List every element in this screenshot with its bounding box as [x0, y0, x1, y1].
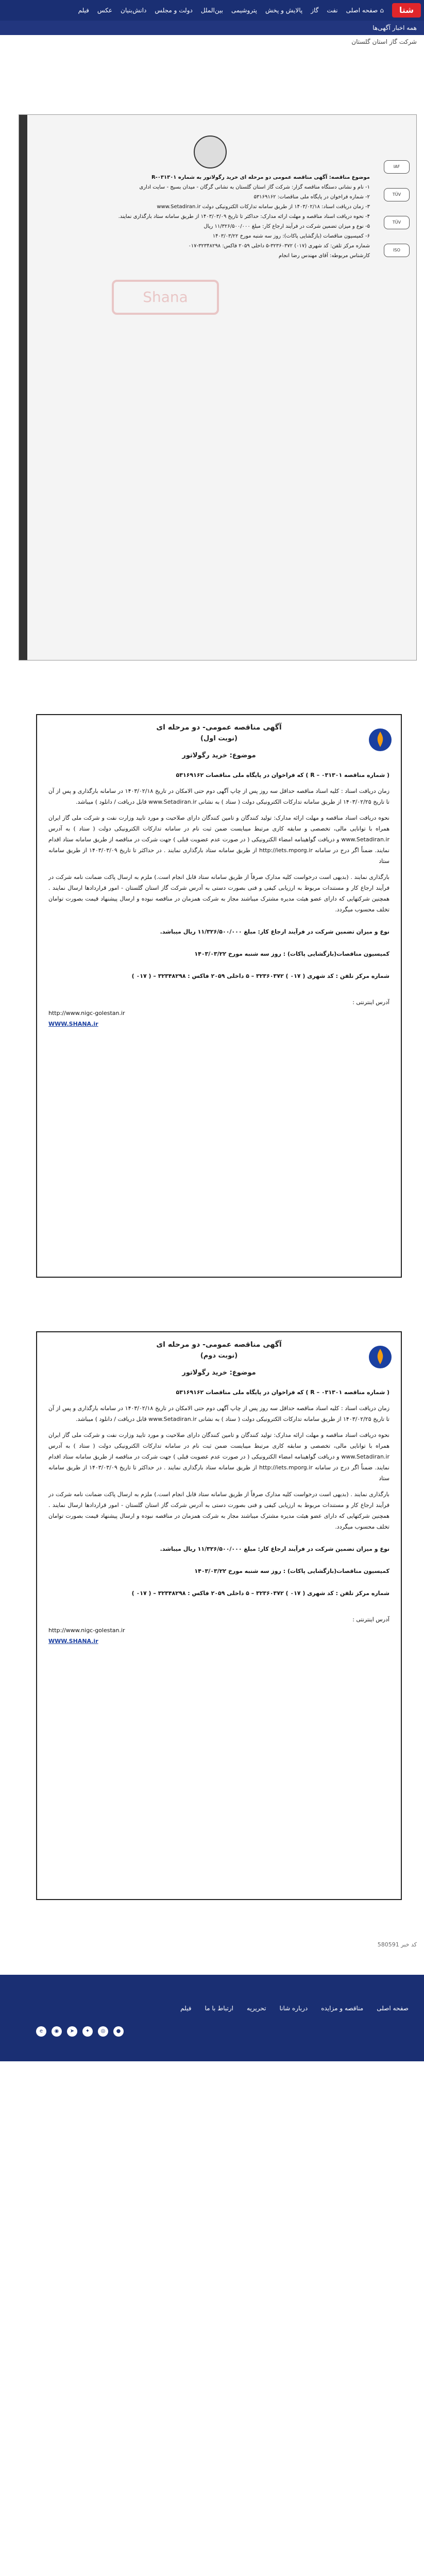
notice-subject: موضوع: خرید رگولاتور — [182, 752, 256, 759]
news-code: کد خبر 580591 — [377, 1941, 417, 1948]
sub-navbar — [0, 21, 424, 35]
notice-p3: بارگذاری نمایند . (بدیهی است درخواست کلیه مدارک صرفاً از طریق سامانه ستاد قابل انجام است.) ملزم به ارسال پاکت ضمانت نامه شرکت در فرآیند ارجاع کار و مستندات مربوط به ارزیابی کیفی و فنی بصورت دستی به آدرس شرکت گاز استان گلستان - امور قراردادها ارسال نمایند . همچنین شرکتهایی که دارای عضو هیئت مدیره مشترک میباشند مجاز به شرکت همزمان در مناقصه نبوده و ارسال پیشنهاد قیمت بصورت توامان تخلف محسوب میگردد. — [48, 874, 389, 913]
telegram-icon[interactable]: ➤ — [67, 2026, 77, 2037]
notice-url2[interactable]: WWW.SHANA.ir — [48, 1021, 98, 1027]
notice-round: (نوبت دوم) — [200, 1352, 238, 1360]
twitter-icon[interactable]: ✦ — [82, 2026, 93, 2037]
cert-column — [381, 146, 412, 651]
menu-petrochemical[interactable]: پتروشیمی — [231, 7, 257, 14]
notice-title: آگهی مناقصه عمومی- دو مرحله ای — [156, 723, 282, 732]
scanned-notice-image — [19, 114, 417, 660]
menu-refining[interactable]: پالایش و پخش — [265, 7, 303, 14]
footer-editorial-link[interactable]: تحریریه — [247, 2005, 266, 2012]
iaf-cert-icon: IAF — [384, 160, 410, 174]
notice-title: آگهی مناقصه عمومی- دو مرحله ای — [156, 1341, 282, 1349]
notice-url1[interactable]: http://www.nigc-golestan.ir — [48, 1627, 125, 1634]
notice-p2: نحوه دریافت اسناد مناقصه و مهلت ارائه مدارک: تولید کنندگان و تامین کنندگان دارای صلاحیت و مورد تایید وزارت نفت و شرکت ملی گاز ایران همراه با توانایی مالی، تخصصی و سابقه کاری مرتبط میبایست ضمن ثبت نام در سامانه تدارکات الکترونیکی دولت ( ستاد ) به آدرس www.Setadiran.ir و دریافت گواهینامه امضاء الکترونیکی ( در صورت عدم عضویت قبلی ) جهت شرکت در مناقصه از طریق سامانه ستاد اقدام نمایند. ضمناً اگر درج در سامانه http://iets.mporg.ir از طریق سامانه ستاد بارگذاری نمایند . در حداکثر تا تاریخ ۱۴۰۳/۰۳/۰۹ از طریق سامانه ستاد — [48, 815, 389, 865]
instagram-icon[interactable]: ◎ — [98, 2026, 108, 2037]
menu-international[interactable]: بین‌الملل — [200, 7, 223, 14]
scan-line: ۵- نوع و میزان تضمین شرکت در فرآیند ارجاع کار: مبلغ ۱۱/۳۲۶/۵۰۰/۰۰۰ ریال — [203, 224, 370, 229]
footer-links — [180, 2005, 409, 2012]
notice-body — [48, 1387, 389, 1647]
notice-guarantee: نوع و میزان تضمین شرکت در فرآیند ارجاع کار: مبلغ ۱۱/۳۲۶/۵۰۰/۰۰۰ ریال میباشد. — [160, 1546, 389, 1552]
tuv2-cert-icon: TÜV — [384, 216, 410, 229]
notice-url1[interactable]: http://www.nigc-golestan.ir — [48, 1010, 125, 1016]
notice-phones: شماره مرکز تلفن : کد شهری ( ۰۱۷ ) ۳۲۳۶۰۳۷۲ – ۵ داخلی ۲۰۵۹ فاکس : ۳۲۳۴۸۲۹۸ – ( ۰۱۷ ) — [131, 1590, 389, 1597]
tender-notice-first — [36, 714, 402, 1278]
notice-number: ( شماره مناقصه R – ۰۳۱۳۰۱ ) که فراخوان در پایگاه ملی مناقصات ۵۳۱۶۹۱۶۲ — [176, 1389, 389, 1396]
notice-subject: موضوع: خرید رگولاتور — [182, 1369, 256, 1377]
nigc-emblem-icon — [194, 135, 227, 168]
scan-body — [50, 135, 370, 261]
aparat-icon[interactable]: ◉ — [52, 2026, 62, 2037]
notice-p1: زمان دریافت اسناد : کلیه اسناد مناقصه حداقل سه روز پس از چاپ آگهی دوم حتی الامکان در تاریخ ۱۴۰۳/۰۲/۱۸ در سامانه بارگذاری و پس از آن تا تاریخ ۱۴۰۳/۰۲/۲۵ از طریق سامانه تدارکات الکترونیکی دولت ( ستاد ) به نشانی www.Setadiran.ir قابل دریافت / دانلود ) میباشد. — [48, 788, 390, 805]
notice-round: (نوبت اول) — [200, 735, 238, 742]
menu-home[interactable]: ⌂ صفحه اصلی — [346, 7, 384, 14]
menu-oil[interactable]: نفت — [327, 7, 338, 14]
scan-line: ۴- نحوه دریافت اسناد مناقصه و مهلت ارائه مدارک: حداکثر تا تاریخ ۱۴۰۳/۰۳/۰۹ از طریق سامانه ستاد بارگذاری نمایند. — [118, 214, 370, 219]
nigc-logo-icon — [367, 726, 394, 753]
notice-p1: زمان دریافت اسناد : کلیه اسناد مناقصه حداقل سه روز پس از چاپ آگهی دوم حتی الامکان در تاریخ ۱۴۰۳/۰۲/۱۸ در سامانه بارگذاری و پس از آن تا تاریخ ۱۴۰۳/۰۲/۲۵ از طریق سامانه تدارکات الکترونیکی دولت ( ستاد ) به نشانی www.Setadiran.ir قابل دریافت / دانلود ) میباشد. — [48, 1405, 390, 1422]
shana-watermark: Shana — [112, 280, 219, 315]
scan-line: کارشناس مربوطه: آقای مهندس رضا انجام — [278, 253, 370, 259]
scan-line: شماره مرکز تلفن: کد شهری (۰۱۷) ۳۲۳۶۰۳۷۲-۵ داخلی ۲۰۵۹ فاکس: ۳۲۳۴۸۲۹۸-۰۱۷ — [188, 243, 370, 249]
notice-p2: نحوه دریافت اسناد مناقصه و مهلت ارائه مدارک: تولید کنندگان و تامین کنندگان دارای صلاحیت و مورد تایید وزارت نفت و شرکت ملی گاز ایران همراه با توانایی مالی، تخصصی و سابقه کاری مرتبط میبایست ضمن ثبت نام در سامانه تدارکات الکترونیکی دولت ( ستاد ) به آدرس www.Setadiran.ir و دریافت گواهینامه امضاء الکترونیکی ( در صورت عدم عضویت قبلی ) جهت شرکت در مناقصه از طریق سامانه ستاد اقدام نمایند. ضمناً اگر درج در سامانه http://iets.mporg.ir از طریق سامانه ستاد بارگذاری نمایند . در حداکثر تا تاریخ ۱۴۰۳/۰۳/۰۹ از طریق سامانه ستاد — [48, 1432, 389, 1482]
scan-line: ۶- کمیسیون مناقصات (بازگشایی پاکات): روز سه شنبه مورخ ۱۴۰۳/۰۳/۲۲ — [212, 233, 370, 239]
footer-contact-link[interactable]: ارتباط با ما — [205, 2005, 234, 2012]
scan-edge — [19, 115, 27, 660]
menu-photo[interactable]: عکس — [97, 7, 113, 14]
notice-phones: شماره مرکز تلفن : کد شهری ( ۰۱۷ ) ۳۲۳۶۰۳۷۲ – ۵ داخلی ۲۰۵۹ فاکس : ۳۲۳۴۸۲۹۸ – ( ۰۱۷ ) — [131, 973, 389, 979]
eitaa-icon[interactable]: e — [36, 2026, 46, 2037]
menu-gas[interactable]: گاز — [311, 7, 319, 14]
footer-about-link[interactable]: درباره شانا — [279, 2005, 308, 2012]
nigc-logo-icon — [367, 1344, 394, 1370]
site-footer — [0, 1975, 424, 2061]
scan-line: ۱- نام و نشانی دستگاه مناقصه گزار: شرکت گاز استان گلستان به نشانی گرگان - میدان بسیج - سایت اداری — [139, 184, 370, 190]
social-icons — [36, 2026, 124, 2037]
rss-icon[interactable]: ● — [113, 2026, 124, 2037]
notice-url2[interactable]: WWW.SHANA.ir — [48, 1638, 98, 1645]
scan-line: ۲- شماره فراخوان در پایگاه ملی مناقصات: ۵۳۱۶۹۱۶۲ — [253, 194, 370, 200]
notice-commission: کمیسیون مناقصات(بازگشایی پاکات) : روز سه شنبه مورخ ۱۴۰۳/۰۳/۲۲ — [194, 1568, 389, 1574]
all-news-ads-link[interactable]: همه اخبار آگهی‌ها — [372, 24, 417, 31]
menu-knowledge[interactable]: دانش‌بنیان — [121, 7, 147, 14]
notice-body — [48, 770, 389, 1029]
shana-logo[interactable]: شتا — [392, 3, 421, 18]
footer-home-link[interactable]: صفحه اصلی — [377, 2005, 409, 2012]
iso-cert-icon: ISO — [384, 244, 410, 257]
notice-number: ( شماره مناقصه R – ۰۳۱۳۰۱ ) که فراخوان در پایگاه ملی مناقصات ۵۳۱۶۹۱۶۲ — [176, 772, 389, 778]
footer-video-link[interactable]: فیلم — [180, 2005, 192, 2012]
footer-tenders-link[interactable]: مناقصه و مزایده — [321, 2005, 364, 2012]
top-navbar — [0, 0, 424, 21]
notice-p3: بارگذاری نمایند . (بدیهی است درخواست کلیه مدارک صرفاً از طریق سامانه ستاد قابل انجام است.) ملزم به ارسال پاکت ضمانت نامه شرکت در فرآیند ارجاع کار و مستندات مربوط به ارزیابی کیفی و فنی بصورت دستی به آدرس شرکت گاز استان گلستان - امور قراردادها ارسال نمایند . همچنین شرکتهایی که دارای عضو هیئت مدیره مشترک میباشند مجاز به شرکت همزمان در مناقصه نبوده و ارسال پیشنهاد قیمت بصورت توامان تخلف محسوب میگردد. — [48, 1491, 389, 1530]
main-menu — [74, 0, 388, 21]
menu-video[interactable]: فیلم — [78, 7, 89, 14]
notice-internet-label: آدرس اینترنتی : — [352, 1616, 389, 1623]
notice-guarantee: نوع و میزان تضمین شرکت در فرآیند ارجاع کار: مبلغ ۱۱/۳۲۶/۵۰۰/۰۰۰ ریال میباشد. — [160, 928, 389, 935]
home-icon: ⌂ — [380, 7, 384, 14]
notice-commission: کمیسیون مناقصات(بازگشایی پاکات) : روز سه شنبه مورخ ۱۴۰۳/۰۳/۲۲ — [194, 951, 389, 957]
tuv-cert-icon: TÜV — [384, 188, 410, 201]
notice-internet-label: آدرس اینترنتی : — [352, 999, 389, 1006]
scan-line: موضوع مناقصه: آگهی مناقصه عمومی دو مرحله ای خرید رگولاتور به شماره R-۰۳۱۳۰۱ — [151, 175, 370, 180]
breadcrumb: شرکت گاز استان گلستان — [351, 38, 417, 45]
scan-line: ۳- زمان دریافت اسناد: ۱۴۰۳/۰۲/۱۸ از طریق سامانه تدارکات الکترونیکی دولت www.Setadiran.ir — [157, 204, 370, 210]
menu-government[interactable]: دولت و مجلس — [155, 7, 193, 14]
tender-notice-second — [36, 1331, 402, 1900]
